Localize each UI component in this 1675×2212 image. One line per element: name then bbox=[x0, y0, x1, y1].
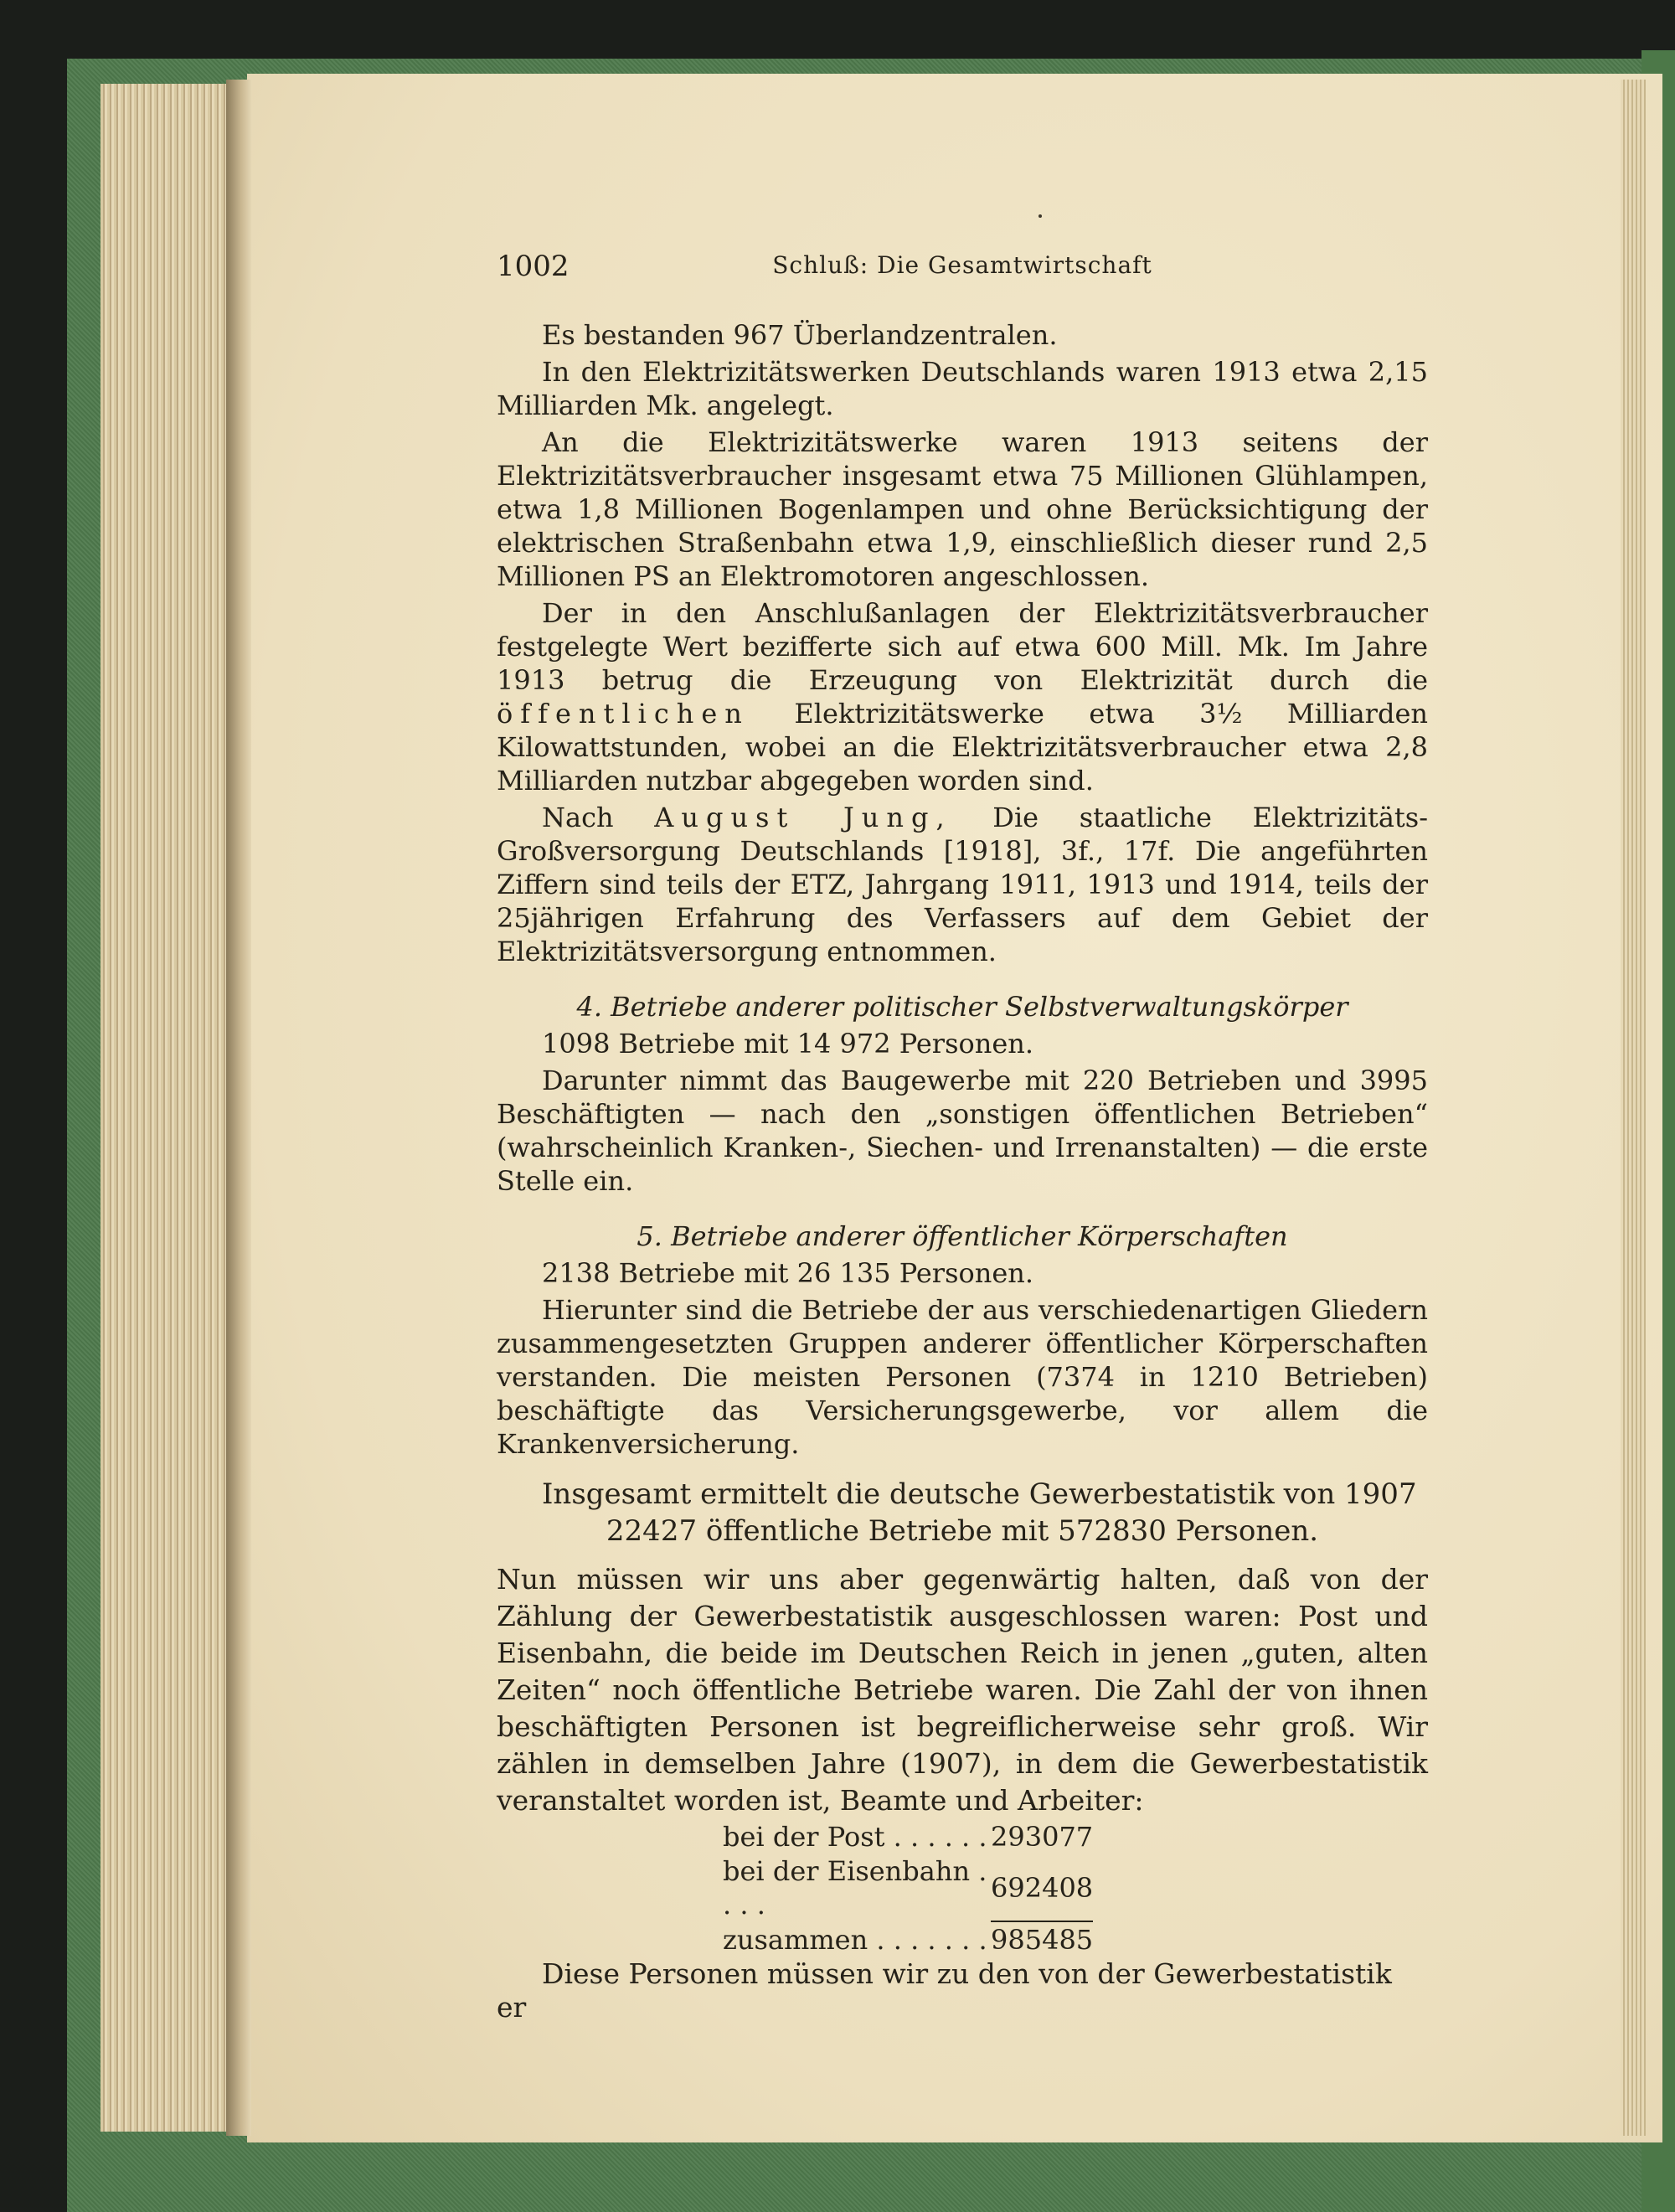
table-row bbox=[723, 1854, 1093, 1921]
table-label: bei der Post . . . . . . bbox=[723, 1821, 987, 1853]
table-label: bei der Eisenbahn . . . . bbox=[723, 1855, 987, 1921]
running-head bbox=[497, 250, 1428, 283]
table-row bbox=[723, 1921, 1093, 1957]
total-line: 22427 öffentliche Betriebe mit 572830 Personen. bbox=[606, 1514, 1319, 1548]
page-right-edge bbox=[1621, 80, 1646, 2136]
paragraph: Diese Personen müssen wir zu den von der Gewerbestatistik er bbox=[497, 1957, 1392, 2024]
sum-table bbox=[723, 1819, 1093, 1957]
paragraph: Darunter nimmt das Baugewerbe mit 220 Betrieben und 3995 Beschäftigten — nach den „sonstigen öffentlichen Betrieben“ (wahrscheinlich Kranken-, Siechen- und Irrenanstalten) — die erste Stelle ein. bbox=[497, 1065, 1428, 1197]
table-value: 293077 bbox=[991, 1821, 1094, 1853]
table-value: 985485 bbox=[991, 1924, 1094, 1956]
spaced-emphasis: August Jung, bbox=[654, 802, 952, 833]
paragraph-part: Die staatliche Elektrizitäts-Großversorgung Deutschlands [1918], 3f., 17f. Die angeführten Ziffern sind teils der ETZ, Jahrgang 1911, 1913 und 1914, teils der 25jährigen Erfahrung des Verfassers auf dem Gebiet der Elektrizitätsversorgung entnommen. bbox=[497, 802, 1429, 967]
section-summary: 1098 Betriebe mit 14 972 Personen. bbox=[542, 1028, 1034, 1060]
section-heading: 5. Betriebe anderer öffentlicher Körperschaften bbox=[636, 1220, 1288, 1252]
section-heading: 4. Betriebe anderer politischer Selbstverwaltungskörper bbox=[576, 991, 1348, 1023]
paragraph: Es bestanden 967 Überlandzentralen. bbox=[542, 319, 1058, 351]
spaced-emphasis: öffentlichen bbox=[497, 698, 750, 730]
paragraph: In den Elektrizitätswerken Deutschlands waren 1913 etwa 2,15 Milliarden Mk. angelegt. bbox=[497, 356, 1428, 421]
paragraph: An die Elektrizitätswerke waren 1913 seitens der Elektrizitätsverbraucher insgesamt etwa 75 Millionen Glühlampen, etwa 1,8 Millionen Bogenlampen und ohne Berücksichtigung der elektrischen Straßenbahn etwa 1,9, einschließlich dieser rund 2,5 Millionen PS an Elektromotoren angeschlossen. bbox=[497, 426, 1428, 592]
total-line: Insgesamt ermittelt die deutsche Gewerbestatistik von 1907 bbox=[542, 1477, 1417, 1511]
paragraph-part: Der in den Anschlußanlagen der Elektrizitätsverbraucher festgelegte Wert bezifferte sich auf etwa 600 Mill. Mk. Im Jahre 1913 betrug die Erzeugung von Elektrizität durch die bbox=[497, 597, 1428, 696]
ink-speck bbox=[1038, 214, 1042, 218]
page-number: 1002 bbox=[497, 250, 570, 283]
page-text bbox=[497, 318, 1428, 2024]
table-row bbox=[723, 1819, 1093, 1854]
paragraph-part: Nach bbox=[542, 802, 614, 833]
section-summary: 2138 Betriebe mit 26 135 Personen. bbox=[542, 1257, 1034, 1289]
page-gutter bbox=[226, 80, 251, 2136]
paragraph bbox=[497, 596, 1428, 797]
table-value: 692408 bbox=[991, 1854, 1093, 1921]
paragraph-part: Elektrizitätswerke etwa 3½ Milliarden Kilowattstunden, wobei an die Elektrizitätsverbraucher etwa 2,8 Milliarden nutzbar abgegeben worden sind. bbox=[497, 698, 1429, 797]
running-title: Schluß: Die Gesamtwirtschaft bbox=[772, 251, 1152, 279]
total-block bbox=[497, 1476, 1428, 1549]
paragraph: Hierunter sind die Betriebe der aus verschiedenartigen Gliedern zusammengesetzten Gruppen anderer öffentlicher Körperschaften verstanden. Die meisten Personen (7374 in 1210 Betrieben) beschäftigte das Versicherungsgewerbe, vor allem die Krankenversicherung. bbox=[497, 1294, 1428, 1460]
paragraph: Nun müssen wir uns aber gegenwärtig halten, daß von der Zählung der Gewerbestatistik ausgeschlossen waren: Post und Eisenbahn, die beide im Deutschen Reich in jenen „guten, alten Zeiten“ noch öffentliche Betriebe waren. Die Zahl der von ihnen beschäftigten Personen ist begreiflicherweise sehr groß. Wir zählen in demselben Jahre (1907), in dem die Gewerbestatistik veranstaltet worden ist, Beamte und Arbeiter: bbox=[497, 1563, 1428, 1817]
table-label: zusammen . . . . . . . bbox=[723, 1923, 987, 1956]
paragraph bbox=[497, 801, 1428, 968]
page-block-edges bbox=[100, 84, 234, 2132]
